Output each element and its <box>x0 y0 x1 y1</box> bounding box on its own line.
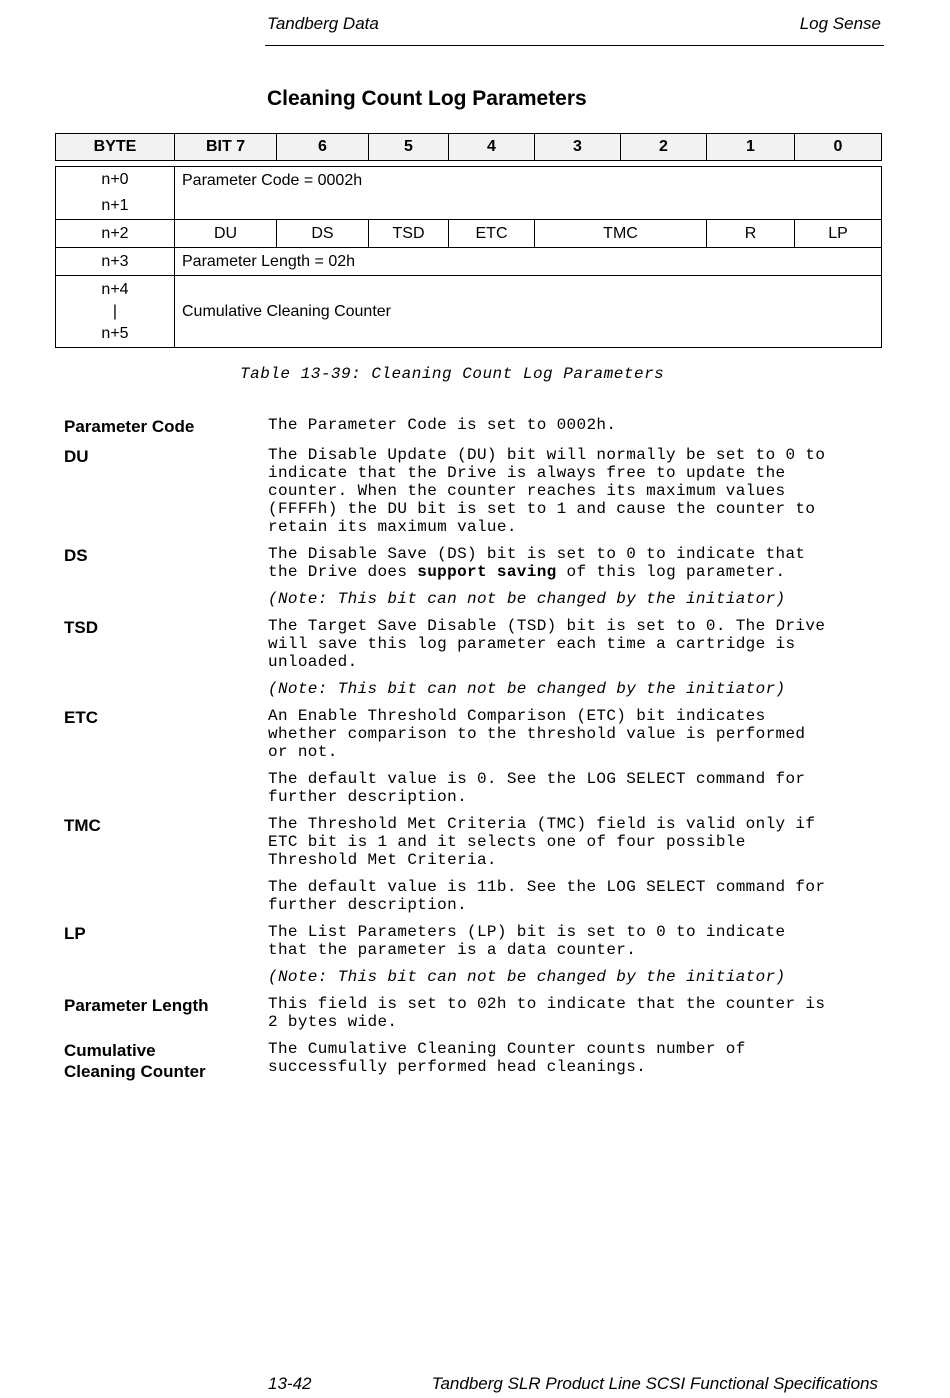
field-du: DU <box>175 220 277 248</box>
parameter-length-cell: Parameter Length = 02h <box>175 248 882 276</box>
table-caption: Table 13-39: Cleaning Count Log Parameters <box>240 365 665 383</box>
footer-page-number: 13-42 <box>268 1374 312 1393</box>
term-etc: ETC <box>64 708 98 727</box>
term-tsd: TSD <box>64 618 98 637</box>
byte-cell: n+3 <box>56 248 175 276</box>
desc-tmc: The Threshold Met Criteria (TMC) field is valid only if ETC bit is 1 and it selects one of four possible Threshold Met Criteria. <box>268 815 816 869</box>
desc-etc-default: The default value is 0. See the LOG SELECT command for further description. <box>268 770 806 806</box>
desc-cumulative-cleaning-counter: The Cumulative Cleaning Counter counts number of successfully performed head cleanings. <box>268 1040 746 1076</box>
col-bit0: 0 <box>795 134 882 161</box>
byte-label: n+1 <box>101 197 129 214</box>
term-cumulative-cleaning-counter: Cumulative Cleaning Counter <box>64 1041 206 1081</box>
field-etc: ETC <box>449 220 535 248</box>
term-parameter-length: Parameter Length <box>64 996 209 1015</box>
field-lp: LP <box>795 220 882 248</box>
table-row <box>56 220 882 248</box>
footer-title: Tandberg SLR Product Line SCSI Functional Specifications <box>431 1374 878 1393</box>
byte-label: n+0 <box>101 171 129 188</box>
field-r: R <box>707 220 795 248</box>
col-bit5: 5 <box>369 134 449 161</box>
col-bit1: 1 <box>707 134 795 161</box>
desc-tsd: The Target Save Disable (TSD) bit is set to 0. The Drive will save this log parameter each time a cartridge is unloaded. <box>268 617 826 671</box>
desc-parameter-length: This field is set to 02h to indicate that the counter is 2 bytes wide. <box>268 995 826 1031</box>
byte-cell <box>56 167 175 220</box>
byte-cell: n+2 <box>56 220 175 248</box>
desc-etc: An Enable Threshold Comparison (ETC) bit indicates whether comparison to the threshold value is performed or not. <box>268 707 806 761</box>
desc-parameter-code: The Parameter Code is set to 0002h. <box>268 416 617 434</box>
section-title: Cleaning Count Log Parameters <box>267 87 587 110</box>
byte-cell <box>56 276 175 348</box>
col-bit7: BIT 7 <box>175 134 277 161</box>
field-tsd: TSD <box>369 220 449 248</box>
byte-label: n+5 <box>101 324 129 342</box>
term-lp: LP <box>64 924 86 943</box>
header-left: Tandberg Data <box>267 14 379 33</box>
table-row <box>56 167 882 220</box>
cleaning-counter-cell: Cumulative Cleaning Counter <box>175 276 882 348</box>
col-bit4: 4 <box>449 134 535 161</box>
desc-tmc-default: The default value is 11b. See the LOG SELECT command for further description. <box>268 878 826 914</box>
term-ds: DS <box>64 546 88 565</box>
byte-range-bar: | <box>112 302 118 320</box>
note-lp: (Note: This bit can not be changed by the initiator) <box>268 968 786 986</box>
table-header <box>55 133 882 161</box>
header-right: Log Sense <box>799 14 881 33</box>
term-du: DU <box>64 447 89 466</box>
term-parameter-code: Parameter Code <box>64 417 195 436</box>
header-rule <box>265 45 884 46</box>
desc-lp: The List Parameters (LP) bit is set to 0 to indicate that the parameter is a data counter. <box>268 923 786 959</box>
note-tsd: (Note: This bit can not be changed by the initiator) <box>268 680 786 698</box>
col-bit2: 2 <box>621 134 707 161</box>
parameter-code-cell: Parameter Code = 0002h <box>175 167 882 220</box>
col-byte: BYTE <box>56 134 175 161</box>
note-ds: (Note: This bit can not be changed by the initiator) <box>268 590 786 608</box>
table-row <box>56 248 882 276</box>
term-tmc: TMC <box>64 816 101 835</box>
field-ds: DS <box>277 220 369 248</box>
field-tmc: TMC <box>535 220 707 248</box>
desc-du: The Disable Update (DU) bit will normally be set to 0 to indicate that the Drive is always free to update the counter. When the counter reaches its maximum values (FFFFh) the DU bit is set to 1 and cause the counter to retain its maximum value. <box>268 446 826 536</box>
table-body <box>55 166 882 348</box>
desc-ds: The Disable Save (DS) bit is set to 0 to indicate that the Drive does support saving of this log parameter. <box>268 545 806 581</box>
byte-label: n+4 <box>101 280 129 298</box>
col-bit3: 3 <box>535 134 621 161</box>
col-bit6: 6 <box>277 134 369 161</box>
table-row <box>56 276 882 348</box>
